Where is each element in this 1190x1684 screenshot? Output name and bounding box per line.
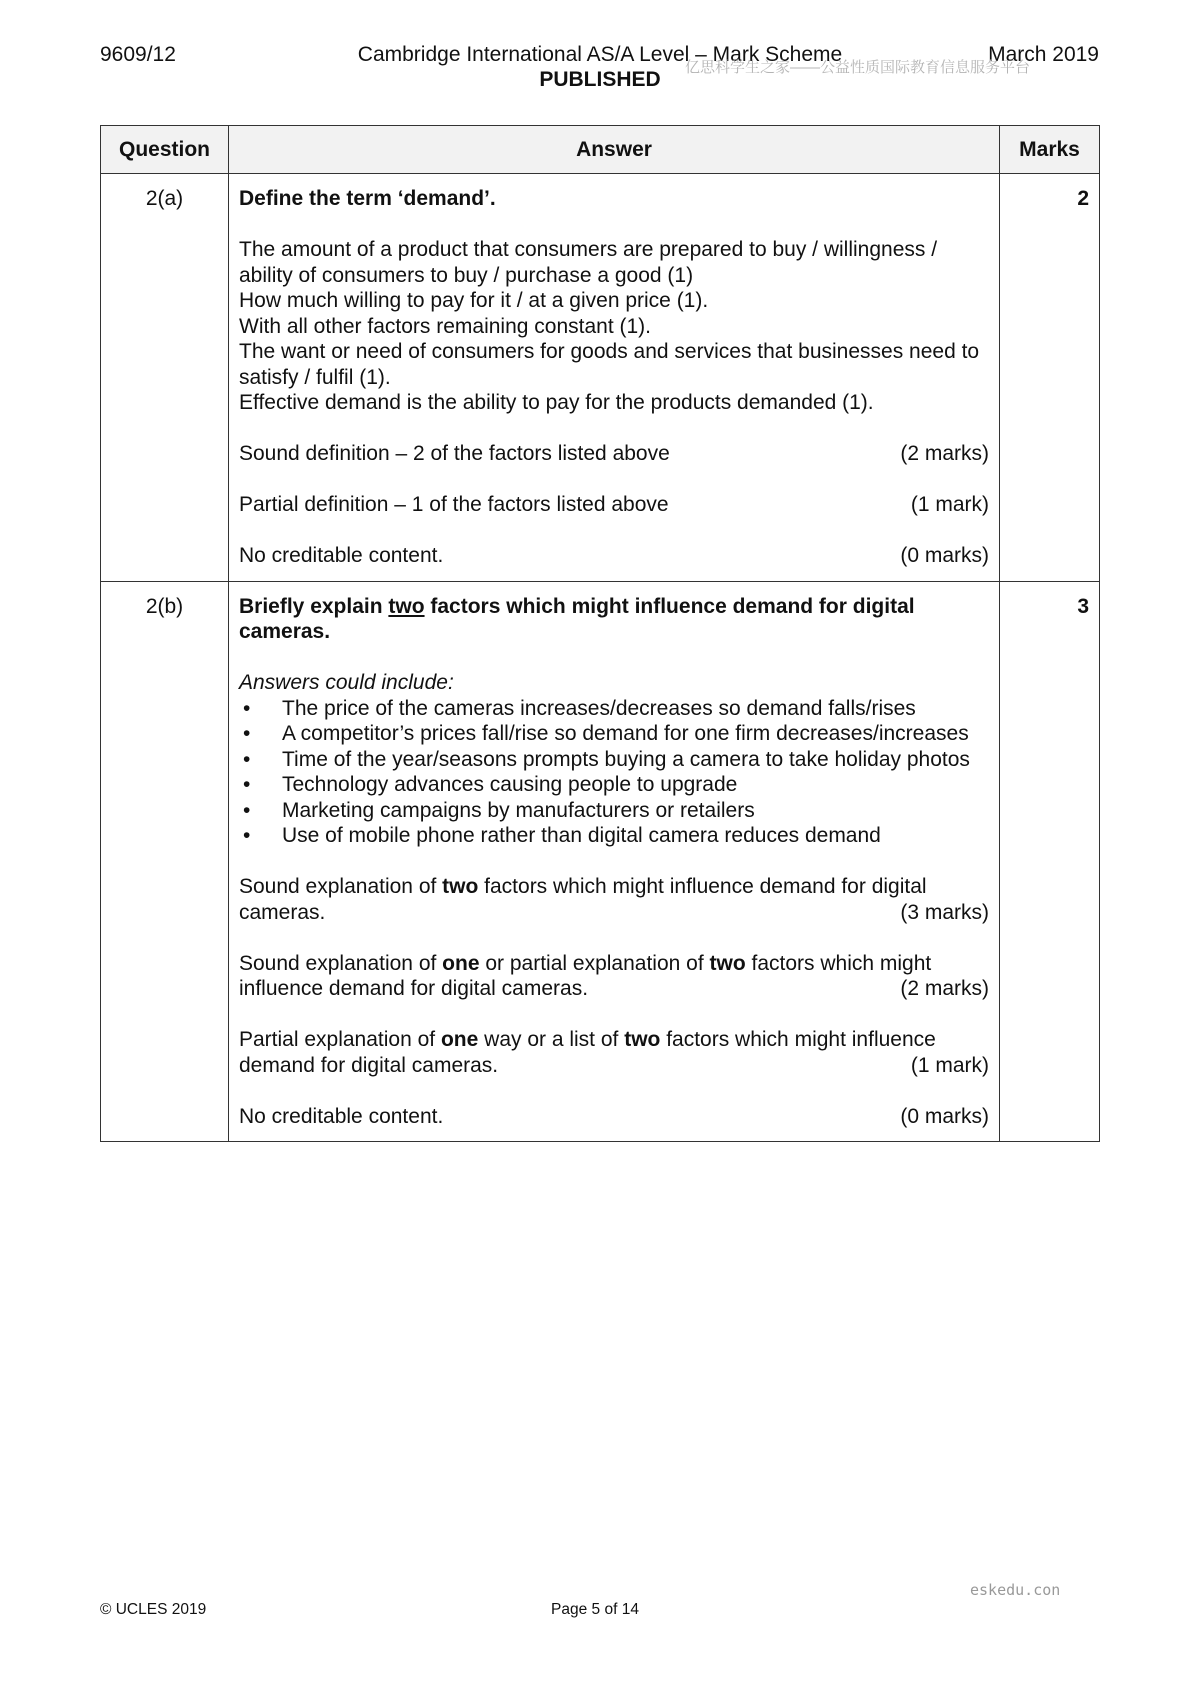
mark-level: Sound explanation of one or partial explanation of two factors which might influence demand for digital cameras. (2 marks) <box>239 951 989 1000</box>
mark-level <box>239 1104 989 1130</box>
list-item: • The price of the cameras increases/decreases so demand falls/rises <box>239 696 989 722</box>
table-row-q2b <box>101 581 1100 1142</box>
marks-value: 3 <box>1000 581 1100 1142</box>
answers-intro: Answers could include: <box>239 671 454 694</box>
document-title: Cambridge International AS/A Level – Mark Scheme <box>357 43 843 66</box>
marks-column-header: Marks <box>1000 126 1100 174</box>
exam-date: March 2019 <box>988 43 1099 66</box>
list-item: • Technology advances causing people to upgrade <box>239 772 989 798</box>
answer-column-header: Answer <box>229 126 1000 174</box>
answer-bullet-list <box>239 696 989 849</box>
mark-level <box>239 543 989 569</box>
copyright: © UCLES 2019 <box>100 1601 207 1618</box>
published-label: PUBLISHED <box>539 68 661 91</box>
answer-line: The amount of a product that consumers are prepared to buy / willingness / ability of consumers to buy / purchase a good (1) <box>239 238 938 287</box>
answer-line: How much willing to pay for it / at a given price (1). <box>239 289 709 312</box>
site-watermark: eskedu.con <box>970 1581 1061 1599</box>
table-row-q2a <box>101 174 1100 582</box>
level-description: Sound definition – 2 of the factors listed above <box>239 442 670 465</box>
emphasis-underlined: two <box>388 594 425 618</box>
list-item: • Use of mobile phone rather than digital camera reduces demand <box>239 823 989 849</box>
answer-line: With all other factors remaining constant (1). <box>239 314 652 338</box>
level-marks: (1 mark) <box>910 1053 989 1077</box>
level-description: Partial definition – 1 of the factors listed above <box>239 493 669 516</box>
mark-level <box>239 441 989 467</box>
answer-line: The want or need of consumers for goods and services that businesses need to satisfy / fulfil (1). <box>239 340 980 389</box>
list-item: • Time of the year/seasons prompts buying a camera to take holiday photos <box>239 747 989 773</box>
mark-level: Partial explanation of one way or a list of two factors which might influence demand for digital cameras. (1 mark) <box>239 1028 989 1077</box>
mark-level: Sound explanation of two factors which might influence demand for digital cameras. (3 marks) <box>239 875 989 924</box>
level-description: No creditable content. <box>239 1104 444 1128</box>
level-marks: (2 marks) <box>900 977 989 1000</box>
answer-cell <box>229 581 1000 1142</box>
question-column-header: Question <box>101 126 229 174</box>
mark-level <box>239 492 989 518</box>
level-description: No creditable content. <box>239 544 444 567</box>
watermark-text: 亿思科学生之家——公益性质国际教育信息服务平台 <box>685 59 1031 76</box>
marks-value: 2 <box>1000 174 1100 582</box>
list-item: • Marketing campaigns by manufacturers or retailers <box>239 798 989 824</box>
mark-scheme-table <box>100 125 1100 1142</box>
level-marks: (1 mark) <box>910 493 989 516</box>
list-item: • A competitor’s prices fall/rise so demand for one firm decreases/increases <box>239 721 989 747</box>
question-prompt: Define the term ‘demand’. <box>239 187 496 210</box>
page-number: Page 5 of 14 <box>551 1601 639 1618</box>
question-prompt: Briefly explain two factors which might influence demand for digital cameras. <box>239 594 915 643</box>
answer-cell <box>229 174 1000 582</box>
table-header-row <box>101 126 1100 174</box>
question-number: 2(a) <box>101 174 229 582</box>
level-marks: (0 marks) <box>900 544 989 567</box>
answer-line: Effective demand is the ability to pay for the products demanded (1). <box>239 391 874 414</box>
level-marks: (0 marks) <box>900 1104 989 1128</box>
level-marks: (2 marks) <box>900 442 989 465</box>
question-number: 2(b) <box>101 581 229 1142</box>
paper-code: 9609/12 <box>100 43 176 66</box>
level-marks: (3 marks) <box>900 900 989 924</box>
